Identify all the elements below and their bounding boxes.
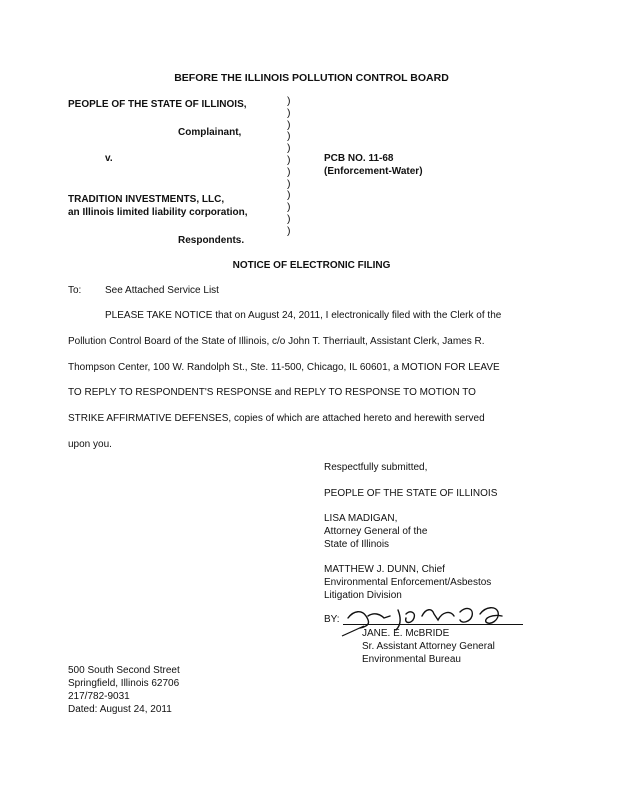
chief-title: Environmental Enforcement/Asbestos: [324, 577, 492, 588]
defendant-description: an Illinois limited liability corporation,: [68, 207, 248, 218]
notice-heading: NOTICE OF ELECTRONIC FILING: [232, 260, 391, 271]
ag-title: State of Illinois: [324, 539, 390, 550]
defendant-role: Respondents.: [178, 235, 245, 246]
to-value: See Attached Service List: [105, 285, 219, 296]
paren: ): [287, 201, 291, 214]
chief-name: MATTHEW J. DUNN, Chief: [324, 564, 445, 575]
defendant-name: TRADITION INVESTMENTS, LLC,: [68, 194, 225, 205]
body-line: STRIKE AFFIRMATIVE DEFENSES, copies of which are attached hereto and herewith served: [68, 413, 485, 424]
paren: ): [287, 130, 291, 143]
body-line: Pollution Control Board of the State of Illinois, c/o John T. Therriault, Assistant Clerk, James R.: [68, 336, 485, 347]
paren: ): [287, 177, 291, 190]
body-line: upon you.: [68, 439, 112, 450]
body-line: Thompson Center, 100 W. Randolph St., Ste. 11-500, Chicago, IL 60601, a MOTION FOR LEAVE: [68, 362, 500, 373]
versus: v.: [105, 153, 113, 164]
ag-title: Attorney General of the: [324, 526, 428, 537]
by-label: BY:: [324, 614, 340, 625]
paren: ): [287, 212, 291, 225]
signer-title: Sr. Assistant Attorney General: [362, 641, 495, 652]
address-line: 500 South Second Street: [68, 665, 180, 676]
address-line: Springfield, Illinois 62706: [68, 678, 180, 689]
caption-parentheses: [287, 96, 295, 238]
to-label: To:: [68, 285, 82, 296]
paren: ): [287, 118, 291, 131]
paren: ): [287, 165, 291, 178]
paren: ): [287, 153, 291, 166]
chief-title: Litigation Division: [324, 590, 402, 601]
plaintiff-role: Complainant,: [178, 127, 242, 138]
paren: ): [287, 189, 291, 202]
body-line: TO REPLY TO RESPONDENT'S RESPONSE and REPLY TO RESPONSE TO MOTION TO: [68, 387, 476, 398]
paren: ): [287, 142, 291, 155]
party-name: PEOPLE OF THE STATE OF ILLINOIS: [324, 488, 498, 499]
paren: ): [287, 106, 291, 119]
paren: ): [287, 95, 291, 107]
page-title: BEFORE THE ILLINOIS POLLUTION CONTROL BOARD: [174, 72, 449, 84]
phone-number: 217/782-9031: [68, 691, 130, 702]
closing: Respectfully submitted,: [324, 462, 428, 473]
case-type: (Enforcement-Water): [324, 166, 423, 177]
signer-name: JANE. E. McBRIDE: [362, 628, 450, 639]
body-line: PLEASE TAKE NOTICE that on August 24, 2011, I electronically filed with the Clerk of the: [105, 310, 502, 321]
signer-title: Environmental Bureau: [362, 654, 461, 665]
plaintiff-name: PEOPLE OF THE STATE OF ILLINOIS,: [68, 99, 247, 110]
date-line: Dated: August 24, 2011: [68, 704, 172, 715]
case-number: PCB NO. 11-68: [324, 153, 394, 164]
ag-name: LISA MADIGAN,: [324, 513, 398, 524]
paren: ): [287, 224, 291, 237]
